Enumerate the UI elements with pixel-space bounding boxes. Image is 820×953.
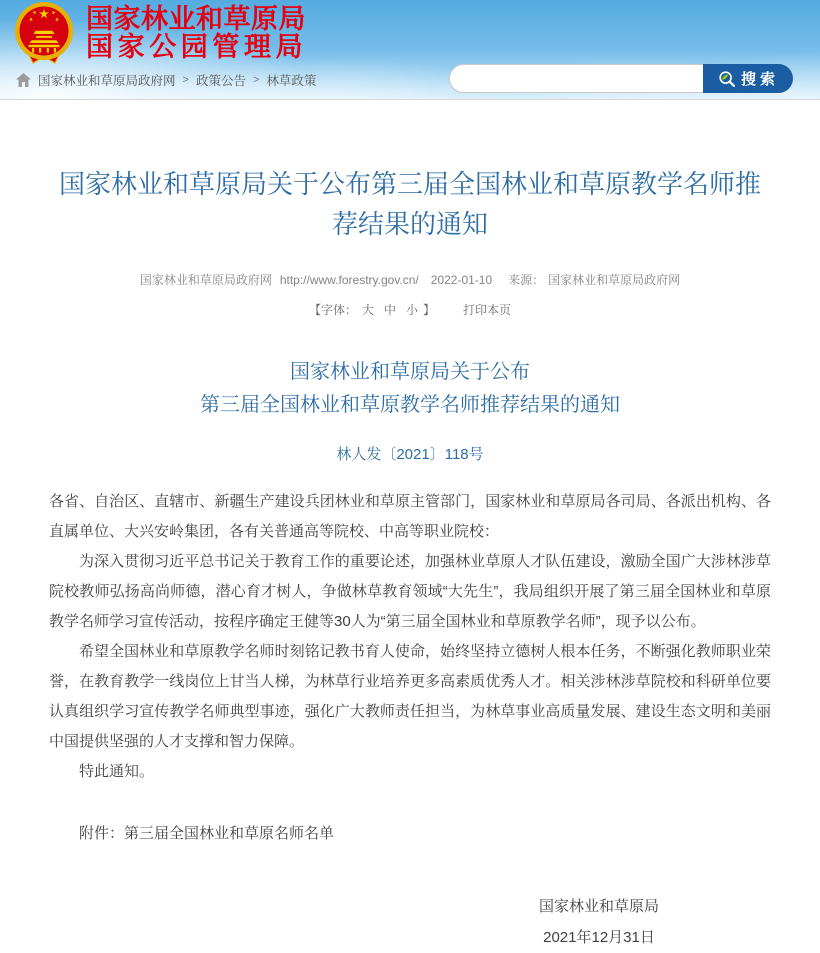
search-bar [449, 64, 793, 93]
meta-source-site: 国家林业和草原局政府网 [139, 273, 272, 287]
font-size-large-button[interactable]: 大 [361, 303, 374, 317]
signature-org: 国家林业和草原局 [538, 898, 659, 915]
site-title [86, 5, 307, 61]
document-number: 林人发〔2021〕118号 [336, 446, 484, 463]
signature-date: 2021年12月31日 [543, 929, 655, 946]
paragraph-body-1: 为深入贯彻习近平总书记关于教育工作的重要论述，加强林业草原人才队伍建设，激励全国广大涉林涉草院校教师弘扬高尚师德，潜心育才树人，争做林草教育领域“大先生”，我局组织开展了第三届全国林业和草原教学名师学习宣传活动，按程序确定王健等30人为“第三届全国林业和草原教学名师”，现予以公布。 [49, 553, 771, 630]
paragraph-notice: 特此通知。 [79, 763, 155, 780]
document-title-line2: 第三届全国林业和草原教学名师推荐结果的通知 [200, 394, 620, 416]
font-size-small-button[interactable]: 小 [406, 303, 419, 317]
print-page-button[interactable]: 打印本页 [463, 303, 512, 317]
article-meta [0, 271, 820, 288]
meta-date: 2022-01-10 [430, 273, 493, 287]
font-size-medium-button[interactable]: 中 [383, 303, 396, 317]
document-title-line1: 国家林业和草原局关于公布 [290, 361, 530, 383]
article-tools [0, 301, 820, 318]
meta-source-value: 国家林业和草原局政府网 [548, 273, 681, 287]
site-header-banner [0, 0, 820, 100]
national-emblem-icon [12, 1, 76, 65]
paragraph-body-2: 希望全国林业和草原教学名师时刻铭记教书育人使命，始终坚持立德树人根本任务，不断强化教师职业荣誉，在教育教学一线岗位上甘当人梯，为林草行业培养更多高素质优秀人才。相关涉林涉草院校和科研单位要认真组织学习宣传教学名师典型事迹，强化广大教师责任担当，为林草事业高质量发展、建设生态文明和美丽中国提供坚强的人才支撑和智力保障。 [49, 643, 771, 750]
breadcrumb [16, 71, 316, 89]
breadcrumb-item-policy[interactable]: 林草政策 [266, 74, 317, 88]
search-button-label: 搜索 [740, 71, 779, 88]
font-size-suffix: 】 [423, 303, 436, 317]
search-button[interactable] [703, 64, 793, 93]
breadcrumb-item-announcements[interactable]: 政策公告 [195, 74, 246, 88]
document-title [0, 356, 820, 422]
breadcrumb-separator: > [182, 74, 189, 86]
document-body [49, 487, 771, 953]
page-title: 国家林业和草原局关于公布第三届全国林业和草原教学名师推荐结果的通知 [58, 169, 761, 239]
meta-url: http://www.forestry.gov.cn/ [279, 273, 419, 287]
signature-block [49, 891, 771, 953]
meta-source-label: 来源： [508, 273, 545, 287]
breadcrumb-separator: > [252, 74, 260, 86]
attachment-line: 附件：第三届全国林业和草原名师名单 [79, 825, 335, 842]
org-name-line2: 国家公园管理局 [86, 32, 308, 62]
breadcrumb-item-site[interactable]: 国家林业和草原局政府网 [38, 74, 176, 88]
font-size-prefix: 【字体： [308, 303, 357, 317]
org-name-line1: 国家林业和草原局 [86, 4, 306, 34]
home-icon [16, 73, 31, 87]
search-icon [717, 69, 737, 89]
paragraph-salutation: 各省、自治区、直辖市、新疆生产建设兵团林业和草原主管部门，国家林业和草原局各司局、各派出机构、各直属单位、大兴安岭集团，各有关普通高等院校、中高等职业院校： [49, 493, 771, 540]
